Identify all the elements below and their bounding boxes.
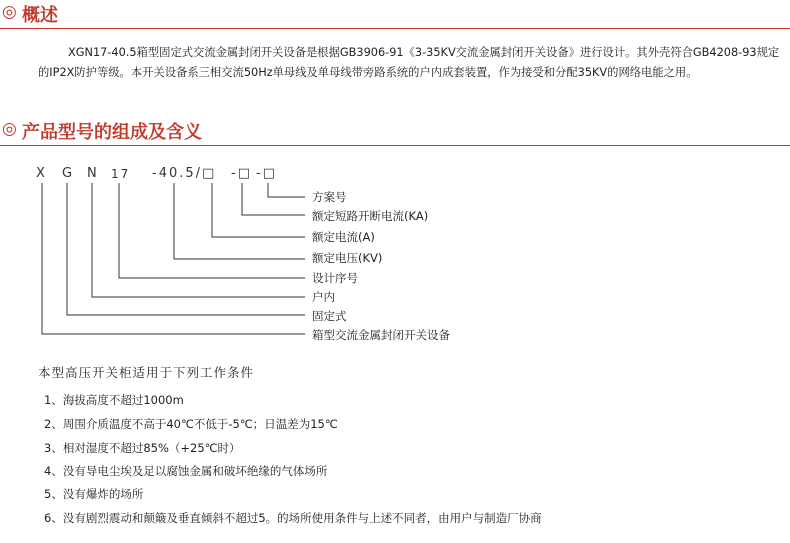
condition-item: 1、海拔高度不超过1000m	[44, 393, 184, 407]
code-char-n: N	[87, 166, 99, 181]
code-char-g: G	[62, 166, 75, 181]
desc-scheme: 方案号	[312, 190, 347, 204]
section-title-model: 产品型号的组成及含义	[22, 122, 202, 143]
desc-rated-voltage: 额定电压(KV)	[312, 251, 383, 265]
desc-short-circuit: 额定短路开断电流(KA)	[312, 209, 429, 223]
line-fixed	[67, 183, 305, 315]
code-scheme: -□	[256, 166, 277, 181]
section-title-overview: 概述	[22, 5, 58, 26]
code-short-circuit: -□	[231, 166, 252, 181]
line-rated-voltage	[174, 183, 305, 259]
line-indoor	[92, 183, 305, 297]
conditions-heading: 本型高压开关柜适用于下列工作条件	[38, 365, 255, 380]
desc-indoor: 户内	[312, 290, 335, 304]
circle-mark-icon: ◎	[2, 2, 17, 22]
desc-fixed: 固定式	[312, 309, 347, 323]
condition-item: 5、没有爆炸的场所	[44, 487, 144, 501]
code-rated-voltage-current: -40.5/□	[152, 166, 217, 181]
desc-box-type: 箱型交流金属封闭开关设备	[312, 328, 450, 342]
line-rated-current	[212, 183, 305, 237]
code-char-x: X	[36, 166, 47, 181]
line-short-circuit	[242, 183, 305, 215]
overview-paragraph: XGN17-40.5箱型固定式交流金属封闭开关设备是根据GB3906-91《3-35KV交流金属封闭开关设备》进行设计。其外壳符合GB4208-93规定的IP2X防护等级。本开关设备系三相交流50Hz单母线及单母线带旁路系统的户内成套装置，作为接受和分配35KV的网络电能之用。	[38, 46, 780, 79]
desc-design-number: 设计序号	[312, 271, 358, 285]
code-design-number: 17	[111, 167, 131, 181]
circle-mark-icon: ◎	[2, 119, 17, 139]
condition-item: 3、相对湿度不超过85%（+25℃时）	[44, 441, 241, 455]
condition-item: 6、没有剧烈震动和颠簸及垂直倾斜不超过5。的场所使用条件与上述不同者，由用户与制造厂协商	[44, 511, 542, 525]
desc-rated-current: 额定电流(A)	[312, 230, 375, 244]
condition-item: 2、周围介质温度不高于40℃不低于-5℃；日温差为15℃	[44, 417, 338, 431]
line-scheme	[268, 183, 305, 197]
condition-item: 4、没有导电尘埃及足以腐蚀金属和破坏绝缘的气体场所	[44, 464, 328, 478]
